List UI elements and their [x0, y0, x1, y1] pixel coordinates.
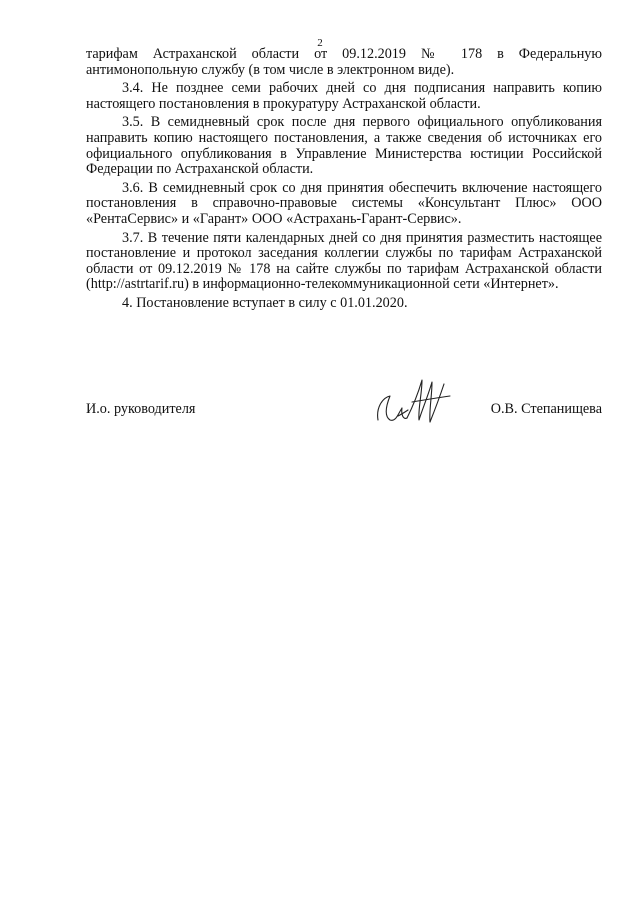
handwritten-signature [372, 374, 458, 430]
paragraph-3-5: 3.5. В семидневный срок после дня первого официального опубликования направить копию настоящего постановления, а также сведения об источниках его официального опубликования в Управление Министерства юстиции Российской Федерации по Астраханской области. [86, 114, 602, 178]
page-number: 2 [317, 37, 323, 49]
paragraph-3-6: 3.6. В семидневный срок со дня принятия обеспечить включение настоящего постановления в справочно-правовые системы «Консультант Плюс» ООО «РентаСервис» и «Гарант» ООО «Астрахань-Гарант-Сервис». [86, 179, 602, 227]
paragraph-3-4: 3.4. Не позднее семи рабочих дней со дня подписания направить копию настоящего постановления в прокуратуру Астраханской области. [86, 80, 602, 112]
paragraph-4: 4. Постановление вступает в силу с 01.01.2020. [122, 294, 408, 311]
document-body [86, 47, 602, 315]
signatory-name: О.В. Степанищева [490, 401, 602, 417]
signatory-title: И.о. руководителя [86, 401, 196, 417]
paragraph-continuation: тарифам Астраханской области от 09.12.2019 № 178 в Федеральную антимонопольную службу (в том числе в электронном виде). [86, 46, 602, 78]
paragraph-3-7: 3.7. В течение пяти календарных дней со дня принятия разместить настоящее постановление и протокол заседания коллегии службы по тарифам Астраханской области от 09.12.2019 № 178 на сайте службы по тарифам Астраханской области (http://astrtarif.ru) в информационно-телекоммуникационной сети «Интернет». [86, 229, 602, 293]
